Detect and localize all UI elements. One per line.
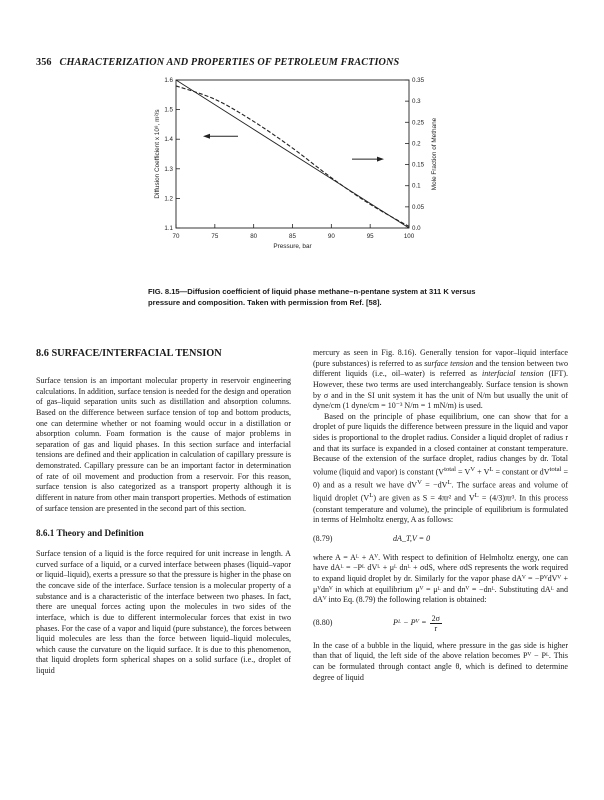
right-axis-label: Mole Fraction of Methane <box>431 117 438 191</box>
left-tick-label: 1.1 <box>164 225 173 232</box>
equation-8-80 <box>313 614 568 633</box>
left-tick-label: 1.2 <box>164 195 173 203</box>
x-tick-label: 80 <box>250 233 258 240</box>
x-axis-label: Pressure, bar <box>273 243 312 250</box>
paragraph: mercury as seen in Fig. 8.16). Generally tension for vapor–liquid interface (pure substances) is referred to as surface tension and the tension between two different liquids (i.e., oil–water) is referred as interfacial tension (IFT). However, these two terms are used interchangeably. Surface tension is shown by σ and in the SI unit system it has the unit of N/m but usually the unit of dyne/cm (1 dyne/cm = 10⁻³ N/m = 1 mN/m) is used. <box>313 348 569 411</box>
equation-body: dA_T,V = 0 <box>393 534 431 544</box>
arrowhead-right-icon <box>377 157 384 162</box>
equation-number: (8.80) <box>313 617 333 627</box>
subsection-heading: 8.6.1 Theory and Definition <box>36 528 144 539</box>
right-column <box>313 348 568 683</box>
x-tick-label: 90 <box>327 233 335 240</box>
equation-number: (8.79) <box>313 534 333 544</box>
right-tick-label: 0.15 <box>412 161 425 169</box>
right-tick-label: 0.2 <box>412 140 421 148</box>
x-tick-label: 70 <box>172 233 180 240</box>
paragraph: In the case of a bubble in the liquid, where pressure in the gas side is higher than that of liquid, the left side of the above relation becomes Pⱽ − Pᴸ. This can be formulated through contact angle θ, which is defined to determine degree of liquid <box>313 640 568 682</box>
left-column <box>36 348 291 677</box>
paragraph: Surface tension of a liquid is the force required for unit increase in length. A curved surface of a liquid, or a curved interface between phases (liquid–vapor or liquid–liquid), exerts a pressure so that the pressure is higher in the phase on the concave side of the interface. Surface tension is a molecular property of a substance and is a characteristic of the interface between two phases. In fact, there are unequal forces acting upon the molecules in two sides of the interface, which is due to different intermolecular forces that exist in two phases. For the case of a vapor and liquid (pure substance), the forces between liquid molecules are less than the force between liquid–liquid molecules, which cause the curvature on the liquid surface. It is due to this phenomenon, that liquid droplets form spherical shapes on a solid surface (i.e., droplet of liquid <box>36 549 291 675</box>
x-tick-label: 95 <box>366 233 374 240</box>
left-tick-label: 1.6 <box>164 77 173 84</box>
arrowhead-left-icon <box>203 134 210 139</box>
paragraph: Based on the principle of phase equilibrium, one can show that for a droplet of pure liquids the difference between pressure in the liquid and vapor sides is proportional to the droplet radius. Consider a liquid droplet of radius r and that its surface is expanded in a closed container at constant temperature. Because of the extension of the surface droplet, radius changes by dr. Total volume (liquid and vapor) is constant ($V^{total} = V^V + V^L$ = constant or $dV^{total} = 0$) and as a result we have $dV^V = -dV^L$. The surface areas and volume of liquid droplet $(V^L)$ are given as S = 4πr² and $V^L = (4/3)\pi r^3$. In this process (constant temperature and volume), the principle of equilibrium is formulated in terms of Helmholtz energy, A as follows: <box>313 411 569 525</box>
series-line-mole-fraction <box>176 80 409 228</box>
figure-8-15-chart <box>0 0 604 290</box>
x-tick-label: 75 <box>211 233 219 240</box>
left-tick-label: 1.4 <box>164 136 173 144</box>
section-heading: 8.6 SURFACE/INTERFACIAL TENSION <box>36 348 222 359</box>
running-title: CHARACTERIZATION AND PROPERTIES OF PETROLEUM FRACTIONS <box>59 57 400 68</box>
term-surface-tension: surface tension <box>424 358 474 368</box>
left-tick-label: 1.5 <box>164 106 173 114</box>
equation-fraction <box>430 614 442 633</box>
right-tick-label: 0.3 <box>412 98 421 106</box>
equation-lhs: Pᴸ − Pⱽ = <box>393 617 427 627</box>
paragraph: Surface tension is an important molecular property in reservoir engineering calculations. In addition, surface tension is needed for the design and operation of gas–liquid separation units such as distillation and absorption columns. Based on the difference between surface tension of top and bottom products, one can determine whether or not foaming would occur in a distillation or absorption column. Foam formation is the cause of major problems in separation of gas and liquid phases. In this section surface and interfacial tensions are defined and their application in calculation of capillary pressure is demonstrated. Capillary pressure can be an important factor in determination of rate of oil movement and production from a reservoir. For this reason, surface tension is also categorized as a transport property although it is different in nature from other main transport properties. Methods of estimation of surface tension are presented in the second part of this section. <box>36 376 291 513</box>
right-tick-label: 0.25 <box>412 119 425 127</box>
fraction-denominator: r <box>434 623 438 633</box>
fraction-numerator: 2σ <box>431 613 440 623</box>
right-tick-label: 0.0 <box>412 225 421 232</box>
equation-8-79 <box>313 534 568 545</box>
right-tick-label: 0.35 <box>412 77 425 84</box>
right-tick-label: 0.05 <box>412 203 425 211</box>
page-number: 356 <box>36 57 52 68</box>
paragraph: where A = Aᴸ + Aⱽ. With respect to definition of Helmholtz energy, one can have dAᴸ = −Pᴸ dVᴸ + μᴸ dnᴸ + σdS, where σdS represents the work required to expand liquid droplet by dr. Similarly for the vapor phase dAⱽ = −PⱽdVⱽ + μⱽdnⱽ in which at equilibrium μⱽ = μᴸ and dnⱽ = −dnᴸ. Substituting dAᴸ and dAⱽ into Eq. (8.79) the following relation is obtained: <box>313 552 568 605</box>
left-axis-label: Diffusion Coefficient x 10⁸, m²/s <box>154 109 161 199</box>
left-tick-label: 1.3 <box>164 165 173 173</box>
term-interfacial-tension: interfacial tension <box>481 369 544 379</box>
right-tick-label: 0.1 <box>412 182 421 190</box>
x-tick-label: 85 <box>289 233 296 240</box>
x-tick-label: 100 <box>403 233 415 240</box>
figure-caption: FIG. 8.15—Diffusion coefficient of liquid phase methane–n-pentane system at 311 K versus pressure and composition. Taken with permission from Ref. [58]. <box>148 287 476 307</box>
